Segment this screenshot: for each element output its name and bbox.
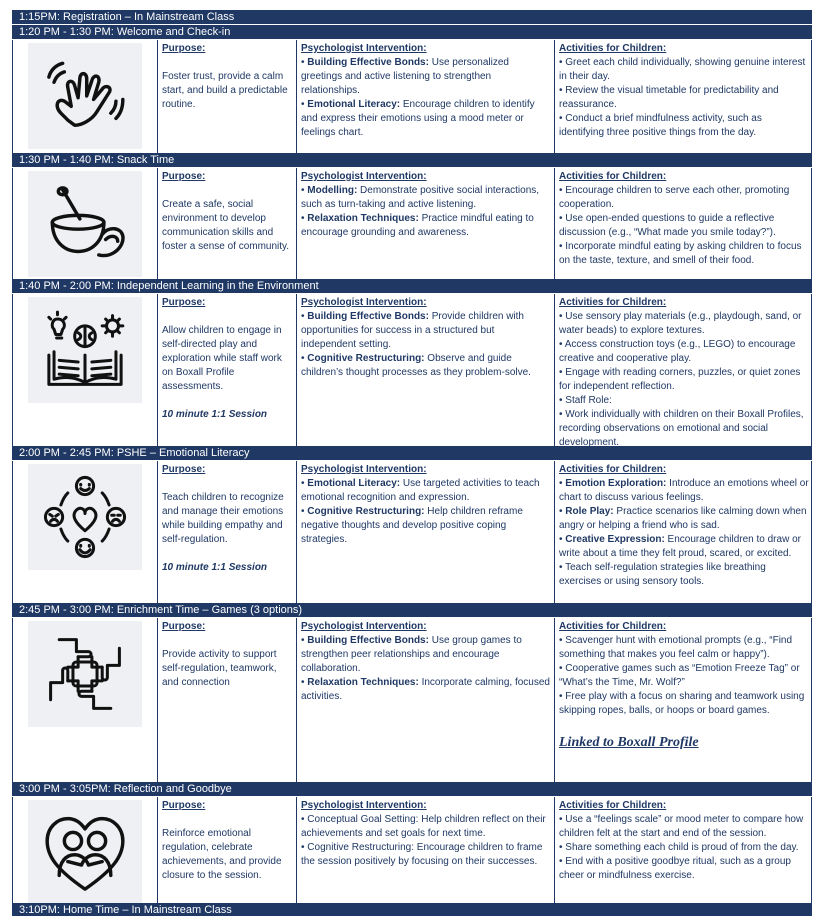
activity-item-title: Creative Expression:: [565, 534, 665, 545]
purpose-cell: [158, 40, 297, 153]
activity-item-text: Free play with a focus on sharing and teamwork using skipping ropes, balls, or hoops or board games.: [559, 691, 805, 716]
session-header: 1:40 PM - 2:00 PM: Independent Learning in the Environment: [12, 279, 812, 294]
activity-item-text: Engage with reading corners, puzzles, or quiet zones for independent reflection.: [559, 367, 801, 392]
activity-item: • Scavenger hunt with emotional prompts (e.g., “Find something that makes you feel calm or happy”).: [559, 635, 793, 660]
activity-item-text: Staff Role:: [565, 395, 612, 406]
intervention-cell: [297, 294, 555, 446]
icon-cell: [13, 294, 158, 446]
activity-item: • Engage with reading corners, puzzles, or quiet zones for independent reflection.: [559, 367, 801, 392]
intervention-cell: [297, 461, 555, 603]
activity-item: • Encourage children to serve each other, promoting cooperation.: [559, 185, 790, 210]
activities-cell: [555, 797, 813, 903]
activity-item-text: Incorporate mindful eating by asking children to focus on the taste, texture, and smell of their food.: [559, 241, 802, 266]
timetable: [12, 10, 812, 916]
hug-heart-icon: [28, 800, 142, 903]
purpose-label: Purpose:: [162, 800, 206, 811]
intervention-item-title: Emotional Literacy:: [307, 478, 401, 489]
intervention-item: • Building Effective Bonds: Use personalized greetings and active listening to strengthen relationships.: [301, 57, 509, 96]
icon-cell: [13, 618, 158, 782]
activities-label: Activities for Children:: [559, 171, 667, 182]
activity-item-text: Introduce an emotions wheel or chart to discuss various feelings.: [559, 478, 809, 503]
activity-item: • Emotion Exploration: Introduce an emotions wheel or chart to discuss various feelings.: [559, 478, 809, 503]
purpose-label: Purpose:: [162, 297, 206, 308]
icon-cell: [13, 797, 158, 903]
activity-item: • Role Play: Practice scenarios like calming down when angry or helping a friend who is sad.: [559, 506, 807, 531]
intervention-item: • Building Effective Bonds: Provide children with opportunities for success in a structured but independent setting.: [301, 311, 524, 350]
intervention-item: • Modelling: Demonstrate positive social interactions, such as turn-taking and active listening.: [301, 185, 540, 210]
activity-item-text: Scavenger hunt with emotional prompts (e.g., “Find something that makes you feel calm or happy”).: [559, 635, 793, 660]
session-row: [12, 797, 812, 903]
session-row: [12, 168, 812, 279]
session-note: 10 minute 1:1 Session: [162, 562, 268, 573]
purpose-label: Purpose:: [162, 43, 206, 54]
activities-cell: [555, 618, 813, 782]
activity-item-text: Review the visual timetable for predictability and reassurance.: [559, 85, 779, 110]
purpose-cell: [158, 461, 297, 603]
intervention-label: Psychologist Intervention:: [301, 171, 427, 182]
session-note: 10 minute 1:1 Session: [162, 409, 268, 420]
purpose-text: Foster trust, provide a calm start, and build a predictable routine.: [162, 71, 288, 110]
intervention-label: Psychologist Intervention:: [301, 621, 427, 632]
registration-header: 1:15PM: Registration – In Mainstream Class: [12, 10, 812, 25]
intervention-item-title: Emotional Literacy:: [307, 99, 401, 110]
activities-cell: [555, 461, 813, 603]
snack-bowl-icon: [28, 171, 142, 277]
intervention-label: Psychologist Intervention:: [301, 297, 427, 308]
activities-label: Activities for Children:: [559, 464, 667, 475]
intervention-item-text: Use group games to strengthen peer relationships and encourage collaboration.: [301, 635, 522, 674]
purpose-label: Purpose:: [162, 464, 206, 475]
activity-item-text: Use sensory play materials (e.g., playdough, sand, or water beads) to explore textures.: [559, 311, 802, 336]
purpose-text: Reinforce emotional regulation, celebrate achievements, and provide closure to the session.: [162, 828, 282, 881]
intervention-item: • Cognitive Restructuring: Observe and guide children’s thought processes as they problem-solve.: [301, 353, 531, 378]
intervention-item: • Emotional Literacy: Encourage children to identify and express their emotions using a mood meter or feelings chart.: [301, 99, 535, 138]
activities-cell: [555, 294, 813, 446]
intervention-item-title: Building Effective Bonds:: [307, 311, 429, 322]
session-header: 3:00 PM - 3:05PM: Reflection and Goodbye: [12, 782, 812, 797]
session-header: 2:00 PM - 2:45 PM: PSHE – Emotional Literacy: [12, 446, 812, 461]
intervention-item-text: Provide children with opportunities for success in a structured but independent setting.: [301, 311, 524, 350]
activity-item: • Use sensory play materials (e.g., playdough, sand, or water beads) to explore textures.: [559, 311, 802, 336]
session-row: [12, 461, 812, 603]
activities-label: Activities for Children:: [559, 43, 667, 54]
activity-item: • Teach self-regulation strategies like breathing exercises or using sensory tools.: [559, 562, 766, 587]
activities-cell: [555, 40, 813, 153]
activity-item-text: Practice scenarios like calming down when angry or helping a friend who is sad.: [559, 506, 807, 531]
activity-item: • Review the visual timetable for predictability and reassurance.: [559, 85, 779, 110]
session-header: 1:30 PM - 1:40 PM: Snack Time: [12, 153, 812, 168]
session-header: 2:45 PM - 3:00 PM: Enrichment Time – Games (3 options): [12, 603, 812, 618]
purpose-cell: [158, 168, 297, 279]
session-row: [12, 618, 812, 782]
waving-hand-icon: [28, 43, 142, 149]
intervention-cell: [297, 40, 555, 153]
intervention-item-title: Relaxation Techniques:: [307, 213, 419, 224]
activity-item-text: Use open-ended questions to guide a reflective discussion (e.g., “What made you smile today?”).: [559, 213, 776, 238]
purpose-text: Teach children to recognize and manage their emotions while building empathy and self-regulation.: [162, 492, 284, 545]
purpose-text: Provide activity to support self-regulation, teamwork, and connection: [162, 649, 277, 688]
purpose-cell: [158, 294, 297, 446]
purpose-cell: [158, 797, 297, 903]
purpose-cell: [158, 618, 297, 782]
learning-book-icon: [28, 297, 142, 403]
activity-item-text: Greet each child individually, showing genuine interest in their day.: [559, 57, 806, 82]
intervention-label: Psychologist Intervention:: [301, 43, 427, 54]
intervention-item-text: Conceptual Goal Setting: Help children reflect on their achievements and set goals for next time.: [301, 814, 546, 839]
activities-cell: [555, 168, 813, 279]
intervention-item-text: Encourage children to identify and express their emotions using a mood meter or feelings chart.: [301, 99, 535, 138]
intervention-label: Psychologist Intervention:: [301, 800, 427, 811]
purpose-label: Purpose:: [162, 621, 206, 632]
purpose-text: Allow children to engage in self-directed play and exploration while staff work on Boxall Profile assessments.: [162, 325, 282, 392]
intervention-item-title: Relaxation Techniques:: [307, 677, 419, 688]
boxall-link-note: Linked to Boxall Profile: [559, 735, 699, 750]
activity-item: • Work individually with children on their Boxall Profiles, recording observations on emotional and social development.: [559, 409, 804, 446]
intervention-item: • Relaxation Techniques: Incorporate calming, focused activities.: [301, 677, 550, 702]
activity-item-text: Teach self-regulation strategies like breathing exercises or using sensory tools.: [559, 562, 766, 587]
intervention-item-text: Use personalized greetings and active listening to strengthen relationships.: [301, 57, 509, 96]
session-row: [12, 294, 812, 446]
activity-item: • End with a positive goodbye ritual, such as a group cheer or mindfulness exercise.: [559, 856, 791, 881]
activity-item: • Conduct a brief mindfulness activity, such as identifying three positive things from the day.: [559, 113, 762, 138]
intervention-label: Psychologist Intervention:: [301, 464, 427, 475]
intervention-item: • Cognitive Restructuring: Help children reframe negative thoughts and develop positive coping strategies.: [301, 506, 523, 545]
icon-cell: [13, 461, 158, 603]
intervention-item-text: Cognitive Restructuring: Encourage children to frame the session positively by focusing on their successes.: [301, 842, 543, 867]
intervention-item-text: Observe and guide children’s thought processes as they problem-solve.: [301, 353, 531, 378]
activity-item-text: Encourage children to serve each other, promoting cooperation.: [559, 185, 790, 210]
activities-label: Activities for Children:: [559, 297, 667, 308]
activity-item-text: Use a “feelings scale” or mood meter to compare how children felt at the start and end of the session.: [559, 814, 804, 839]
activity-item-text: Conduct a brief mindfulness activity, such as identifying three positive things from the day.: [559, 113, 762, 138]
activity-item-title: Emotion Exploration:: [565, 478, 667, 489]
intervention-item-text: Practice mindful eating to encourage grounding and awareness.: [301, 213, 534, 238]
activity-item-text: Share something each child is proud of from the day.: [565, 842, 799, 853]
activity-item-text: Work individually with children on their Boxall Profiles, recording observations on emotional and social development.: [559, 409, 804, 446]
activity-item-title: Role Play:: [565, 506, 614, 517]
activity-item: • Greet each child individually, showing genuine interest in their day.: [559, 57, 806, 82]
emotions-cycle-icon: [28, 464, 142, 570]
session-header: 1:20 PM - 1:30 PM: Welcome and Check-in: [12, 25, 812, 40]
intervention-item-text: Incorporate calming, focused activities.: [301, 677, 550, 702]
intervention-item-title: Cognitive Restructuring:: [307, 506, 425, 517]
icon-cell: [13, 40, 158, 153]
intervention-item: • Relaxation Techniques: Practice mindful eating to encourage grounding and awareness.: [301, 213, 534, 238]
activity-item-text: End with a positive goodbye ritual, such as a group cheer or mindfulness exercise.: [559, 856, 791, 881]
activity-item: • Creative Expression: Encourage children to draw or write about a time they felt proud, scared, or excited.: [559, 534, 801, 559]
intervention-item-text: Help children reframe negative thoughts and develop positive coping strategies.: [301, 506, 523, 545]
intervention-item-text: Use targeted activities to teach emotional recognition and expression.: [301, 478, 540, 503]
activities-label: Activities for Children:: [559, 800, 667, 811]
activity-item: • Use a “feelings scale” or mood meter to compare how children felt at the start and end of the session.: [559, 814, 804, 839]
intervention-cell: [297, 168, 555, 279]
purpose-label: Purpose:: [162, 171, 206, 182]
home-time-header: 3:10PM: Home Time – In Mainstream Class: [12, 903, 812, 916]
icon-cell: [13, 168, 158, 279]
intervention-item: • Building Effective Bonds: Use group games to strengthen peer relationships and encourage collaboration.: [301, 635, 522, 674]
intervention-cell: [297, 618, 555, 782]
activity-item: • Incorporate mindful eating by asking children to focus on the taste, texture, and smell of their food.: [559, 241, 802, 266]
activity-item: • Access construction toys (e.g., LEGO) to encourage creative and cooperative play.: [559, 339, 796, 364]
purpose-text: Create a safe, social environment to develop communication skills and foster a sense of community.: [162, 199, 290, 252]
activity-item: • Staff Role:: [559, 395, 612, 406]
teamwork-hands-icon: [28, 621, 142, 727]
intervention-item: • Emotional Literacy: Use targeted activities to teach emotional recognition and expression.: [301, 478, 540, 503]
activity-item: • Share something each child is proud of from the day.: [559, 842, 799, 853]
activity-item-text: Encourage children to draw or write about a time they felt proud, scared, or excited.: [559, 534, 801, 559]
sessions-container: [12, 25, 812, 903]
activity-item: • Free play with a focus on sharing and teamwork using skipping ropes, balls, or hoops or board games.: [559, 691, 805, 716]
activity-item-text: Cooperative games such as “Emotion Freeze Tag” or “What’s the Time, Mr. Wolf?”: [559, 663, 800, 688]
activity-item: • Use open-ended questions to guide a reflective discussion (e.g., “What made you smile today?”).: [559, 213, 776, 238]
activity-item: • Cooperative games such as “Emotion Freeze Tag” or “What’s the Time, Mr. Wolf?”: [559, 663, 800, 688]
intervention-item-title: Building Effective Bonds:: [307, 635, 429, 646]
intervention-item-title: Building Effective Bonds:: [307, 57, 429, 68]
intervention-cell: [297, 797, 555, 903]
activities-label: Activities for Children:: [559, 621, 667, 632]
intervention-item: • Cognitive Restructuring: Encourage children to frame the session positively by focusing on their successes.: [301, 842, 543, 867]
intervention-item: • Conceptual Goal Setting: Help children reflect on their achievements and set goals for next time.: [301, 814, 546, 839]
intervention-item-title: Cognitive Restructuring:: [307, 353, 425, 364]
session-row: [12, 40, 812, 153]
intervention-item-title: Modelling:: [307, 185, 358, 196]
intervention-item-text: Demonstrate positive social interactions, such as turn-taking and active listening.: [301, 185, 540, 210]
activity-item-text: Access construction toys (e.g., LEGO) to encourage creative and cooperative play.: [559, 339, 796, 364]
